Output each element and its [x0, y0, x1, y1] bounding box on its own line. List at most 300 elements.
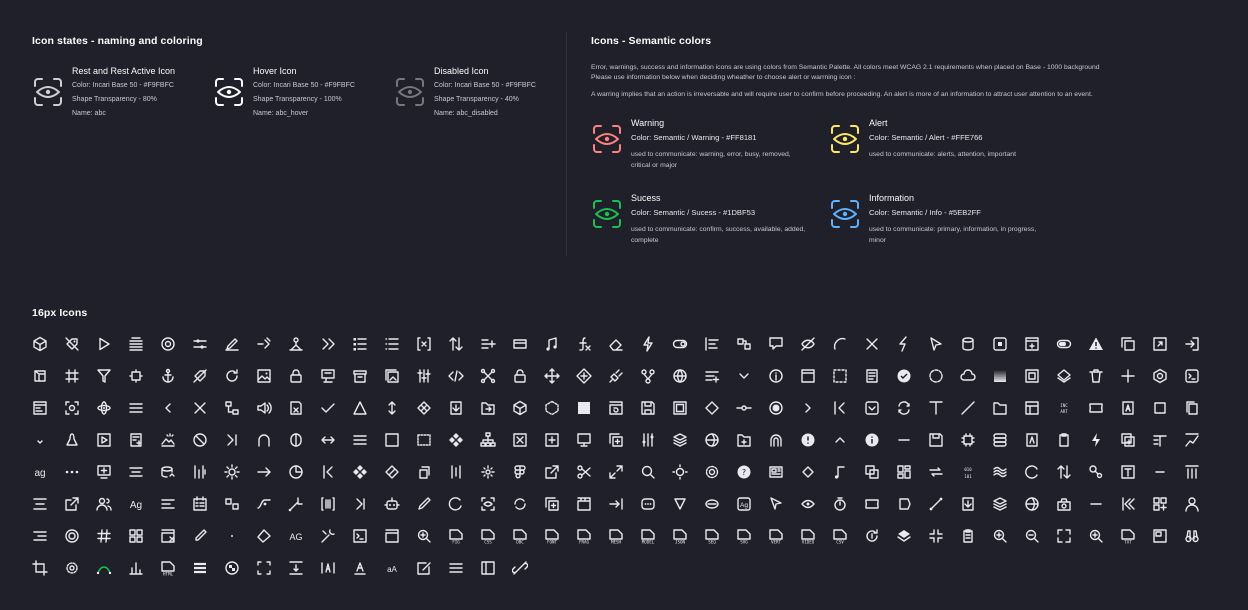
- chevron-line-icon: [348, 492, 372, 516]
- binoculars-icon: [1180, 524, 1204, 548]
- square-icon: [1148, 396, 1172, 420]
- info-filled-icon: [860, 428, 884, 452]
- semantic-color-label: Color: Semantic / Info - #5EB2FF: [869, 208, 981, 217]
- square-frame-icon: [380, 428, 404, 452]
- terminal-icon: [1180, 364, 1204, 388]
- inc-text-icon: [1052, 396, 1076, 420]
- clapper2-icon: [572, 492, 596, 516]
- diamond-four-icon: [444, 428, 468, 452]
- ellipse-icon: [700, 492, 724, 516]
- semantic-colors-title: Icons - Semantic colors: [591, 35, 712, 47]
- focus-icon: [60, 396, 84, 420]
- diamond-tilt-icon: [796, 460, 820, 484]
- monitor-plus-icon: [92, 460, 116, 484]
- svg-text:HTML: HTML: [162, 571, 174, 576]
- svg-text:010: 010: [964, 467, 972, 472]
- html-icon: [156, 556, 180, 580]
- frame-icon: [1020, 364, 1044, 388]
- doc-x-icon: [284, 396, 308, 420]
- svg-text:CSV: CSV: [836, 539, 844, 544]
- image-plus-icon: [1116, 428, 1140, 452]
- sun-small-icon: [476, 460, 500, 484]
- minus-small-icon: [1148, 460, 1172, 484]
- square-x-icon: [508, 428, 532, 452]
- image-icon: [252, 364, 276, 388]
- doc-a2-icon: [1020, 428, 1044, 452]
- panel-left-icon: [476, 556, 500, 580]
- chevron-right-icon: [796, 396, 820, 420]
- servers-icon: [988, 428, 1012, 452]
- doc-text-icon: [860, 364, 884, 388]
- chevron-up-icon: [828, 428, 852, 452]
- panel-icon: [508, 332, 532, 356]
- plug-icon: [604, 364, 628, 388]
- k-arrow-icon: [828, 396, 852, 420]
- chevron-down-icon: [732, 364, 756, 388]
- bars-thick-icon: [188, 556, 212, 580]
- flash-icon: [892, 332, 916, 356]
- svg-text:ART: ART: [1060, 409, 1068, 414]
- svg-text:MODEL: MODEL: [641, 539, 655, 544]
- semantic-color-label: Color: Semantic / Sucess - #1DBF53: [631, 208, 756, 217]
- cube-icon: [508, 396, 532, 420]
- focus-icon: [32, 76, 64, 108]
- ag-caps-icon: [284, 524, 308, 548]
- grid-plus-icon: [1148, 492, 1172, 516]
- lines-icon: [124, 396, 148, 420]
- icon-state-naming: Name: abc: [72, 110, 106, 117]
- cycle-icon: [892, 396, 916, 420]
- minus-icon: [892, 428, 916, 452]
- checker-icon: [220, 556, 244, 580]
- music-note-icon: [828, 460, 852, 484]
- play-icon: [92, 332, 116, 356]
- refresh-cw-icon: [508, 492, 532, 516]
- icon-state-color: Color: Incari Base 50 - #F9FBFC: [253, 82, 355, 89]
- icon-state-color: Color: Incari Base 50 - #F9FBFC: [434, 82, 536, 89]
- copy-doc-icon: [1180, 396, 1204, 420]
- chevron-left-icon: [156, 396, 180, 420]
- eye-box-icon: [476, 492, 500, 516]
- gallery-icon: [380, 364, 404, 388]
- cursor-icon: [764, 492, 788, 516]
- speaker-icon: [252, 396, 276, 420]
- svg-text:VERT: VERT: [770, 539, 782, 544]
- list-icon: [380, 332, 404, 356]
- image-link-icon: [1148, 332, 1172, 356]
- compress-icon: [924, 524, 948, 548]
- text-lines-icon: [1148, 428, 1172, 452]
- line-dots-icon: [924, 492, 948, 516]
- window-icon: [28, 396, 52, 420]
- hash2-icon: [92, 524, 116, 548]
- target2-icon: [60, 524, 84, 548]
- diamond-pen-icon: [380, 460, 404, 484]
- k-back-icon: [316, 460, 340, 484]
- tag-off-icon: [60, 332, 84, 356]
- clipboard-icon: [1052, 428, 1076, 452]
- capsule-icon: [284, 428, 308, 452]
- zoom-in2-icon: [1084, 524, 1108, 548]
- warning-filled-icon: [1084, 332, 1108, 356]
- hash-icon: [60, 364, 84, 388]
- svg-text:Ag: Ag: [129, 500, 143, 511]
- check-circle-icon: [892, 364, 916, 388]
- semantic-paragraph-2: Please use information below when deciding wheather to choose alert or warrning icon :: [591, 73, 856, 81]
- nodes2-icon: [220, 492, 244, 516]
- transform-icon: [124, 364, 148, 388]
- tag-tilt-icon: [252, 524, 276, 548]
- svg-text:JSON: JSON: [674, 539, 686, 544]
- lock-icon: [284, 364, 308, 388]
- org-chart-icon: [476, 428, 500, 452]
- white-square-icon: [572, 396, 596, 420]
- semantic-usage: used to communicate: warning, error, busy, removed, critical or major: [631, 151, 791, 169]
- nodes-cross-icon: [476, 364, 500, 388]
- terminal2-icon: [348, 524, 372, 548]
- svg-text:?: ?: [741, 468, 747, 477]
- clapper3-icon: [380, 524, 404, 548]
- external2-icon: [60, 492, 84, 516]
- align-left-icon: [700, 332, 724, 356]
- chat-dots-icon: [636, 492, 660, 516]
- dashed-box-icon: [412, 428, 436, 452]
- zoom-out-icon: [1020, 524, 1044, 548]
- box-3d-icon: [28, 364, 52, 388]
- diamond-grid-icon: [348, 460, 372, 484]
- user-icon: [1180, 492, 1204, 516]
- circle-arc-icon: [444, 492, 468, 516]
- text-cursor-icon: [316, 556, 340, 580]
- line-circle-icon: [732, 396, 756, 420]
- link-off-icon: [508, 556, 532, 580]
- shield-v-icon: [668, 492, 692, 516]
- tools-icon: [316, 524, 340, 548]
- icon-state-transparency: Shape Transparency - 100%: [253, 96, 342, 103]
- dots-icon: [60, 460, 84, 484]
- split-icon: [252, 332, 276, 356]
- semantic-paragraph-3: A warring implies that an action is irreversable and will require user to confirm before proceeding. An alert is more of an information to attract user attention to an event.: [591, 91, 1093, 98]
- square-plus-icon: [540, 428, 564, 452]
- ban-icon: [188, 428, 212, 452]
- chevrons-right-icon: [316, 332, 340, 356]
- focus-icon: [829, 123, 861, 155]
- doc-a-icon: [1116, 396, 1140, 420]
- semantic-usage: used to communicate: confirm, success, available, added, complete: [631, 226, 806, 244]
- focus-icon: [591, 123, 623, 155]
- layout-top-icon: [1020, 396, 1044, 420]
- svg-text:Ag: Ag: [740, 502, 748, 509]
- curve-dot-icon: [252, 492, 276, 516]
- frag-icon: [572, 524, 596, 548]
- svg-text:101: 101: [964, 474, 972, 479]
- lightning-icon: [1084, 428, 1108, 452]
- arch-icon: [252, 428, 276, 452]
- eye-icon: [796, 492, 820, 516]
- layers-icon: [668, 428, 692, 452]
- folder-plus-icon: [732, 428, 756, 452]
- fullscreen-icon: [1052, 524, 1076, 548]
- js-file-icon: [764, 332, 788, 356]
- ag-text2-icon: [124, 492, 148, 516]
- chart-pen-icon: [1180, 428, 1204, 452]
- sliders-icon: [188, 332, 212, 356]
- frame-corners-icon: [252, 556, 276, 580]
- svg-text:DBC: DBC: [516, 539, 524, 544]
- close-icon: [860, 332, 884, 356]
- copy-front-icon: [412, 460, 436, 484]
- toggle-icon: [668, 332, 692, 356]
- target-icon: [156, 332, 180, 356]
- edit-box-icon: [412, 556, 436, 580]
- bars-top-icon: [1180, 460, 1204, 484]
- rotate-icon: [860, 524, 884, 548]
- repeat-icon: [924, 460, 948, 484]
- json-icon: [668, 524, 692, 548]
- align-center-icon: [284, 556, 308, 580]
- close-icon: [188, 396, 212, 420]
- ripple-icon: [988, 460, 1012, 484]
- magnet-icon: [764, 428, 788, 452]
- semantic-paragraph-1: Error, warnings, success and information icons are using colors from Semantic Palette. All colors meet WCAG 2.1 requirements when placed on Base - 1000 background: [591, 64, 1100, 71]
- filter-icon: [92, 364, 116, 388]
- pointer-icon: [924, 332, 948, 356]
- ag-text-icon: [28, 460, 52, 484]
- layers-fill-icon: [892, 524, 916, 548]
- users-icon: [92, 492, 116, 516]
- diamond-icon: [700, 396, 724, 420]
- globe-rim-icon: [700, 428, 724, 452]
- anchor-icon: [156, 364, 180, 388]
- move-icon: [540, 364, 564, 388]
- focus-icon: [213, 76, 245, 108]
- database-icon: [956, 332, 980, 356]
- floppy-icon: [924, 428, 948, 452]
- crop-icon: [28, 556, 52, 580]
- semantic-usage: used to communicate: alerts, attention, important: [869, 151, 1016, 158]
- dashed-square-icon: [828, 364, 852, 388]
- semantic-name: Warning: [631, 118, 665, 128]
- globe-hex-icon: [1148, 364, 1172, 388]
- lines-left-icon: [156, 492, 180, 516]
- svg-text:SVG: SVG: [740, 539, 748, 544]
- align-text-icon: [124, 460, 148, 484]
- sort-icon: [444, 332, 468, 356]
- diagonal-icon: [956, 396, 980, 420]
- plus-icon: [1116, 364, 1140, 388]
- icon-states-title: Icon states - naming and coloring: [32, 35, 203, 47]
- clipboard2-icon: [956, 524, 980, 548]
- bars-split-icon: [188, 460, 212, 484]
- eye-off-icon: [796, 332, 820, 356]
- tag-a-icon: [892, 492, 916, 516]
- function-icon: [572, 332, 596, 356]
- circle-open-icon: [1020, 460, 1044, 484]
- download-icon: [444, 396, 468, 420]
- camera-icon: [1052, 492, 1076, 516]
- pie-icon: [284, 460, 308, 484]
- atom-icon: [92, 396, 116, 420]
- video-file-icon: [796, 524, 820, 548]
- frame-copy-icon: [860, 460, 884, 484]
- semantic-usage: used to communicate: primary, information, in progress, minor: [869, 226, 1037, 244]
- curve-green-icon: [92, 556, 116, 580]
- pipette-icon: [412, 492, 436, 516]
- svg-text:TXT: TXT: [1124, 539, 1132, 544]
- semantic-name: Alert: [869, 118, 888, 128]
- search-icon: [636, 460, 660, 484]
- nodes-search-icon: [1084, 460, 1108, 484]
- icon-state-name: Rest and Rest Active Icon: [72, 66, 176, 76]
- monitor-box-icon: [1148, 524, 1172, 548]
- bars-v-icon: [444, 460, 468, 484]
- bolt-icon: [636, 332, 660, 356]
- clapper-icon: [796, 364, 820, 388]
- icon-state-naming: Name: abc_hover: [253, 110, 309, 117]
- brackets-icon: [412, 332, 436, 356]
- semantic-color-label: Color: Semantic / Alert - #FFE766: [869, 133, 983, 142]
- alert-filled-icon: [796, 428, 820, 452]
- clapper-x-icon: [156, 524, 180, 548]
- mesh-icon: [604, 524, 628, 548]
- login-icon: [1180, 332, 1204, 356]
- timer-icon: [828, 492, 852, 516]
- icon-state-transparency: Shape Transparency - 40%: [434, 96, 519, 103]
- monitor-icon: [572, 428, 596, 452]
- font-icon: [540, 524, 564, 548]
- semantic-name: Sucess: [631, 193, 661, 203]
- diamond-x-icon: [412, 396, 436, 420]
- svg-text:FONT: FONT: [546, 539, 558, 544]
- icon-state-transparency: Shape Transparency - 80%: [72, 96, 157, 103]
- doc-plus-icon: [124, 428, 148, 452]
- triangle-icon: [348, 396, 372, 420]
- folder-icon: [988, 396, 1012, 420]
- robot-icon: [380, 492, 404, 516]
- csv-icon: [828, 524, 852, 548]
- external-icon: [540, 460, 564, 484]
- copy-plus-icon: [540, 492, 564, 516]
- semantic-color-label: Color: Semantic / Warning - #FF8181: [631, 133, 757, 142]
- diamond-stack-icon: [1052, 364, 1076, 388]
- align-bars-icon: [28, 492, 52, 516]
- cube-icon: [28, 332, 52, 356]
- svg-text:FRAG: FRAG: [578, 539, 590, 544]
- news-icon: [764, 460, 788, 484]
- list-add-icon: [700, 364, 724, 388]
- figma-icon: [508, 460, 532, 484]
- code-icon: [444, 364, 468, 388]
- list-bullets-icon: [348, 332, 372, 356]
- stack-icon: [124, 332, 148, 356]
- clapper-plus-icon: [1020, 332, 1044, 356]
- arrow-line-right-icon: [604, 492, 628, 516]
- dot-icon: [220, 524, 244, 548]
- semantic-name: Information: [869, 193, 915, 203]
- gear-box-icon: [60, 556, 84, 580]
- text-t-icon: [924, 396, 948, 420]
- check-icon: [316, 396, 340, 420]
- svg-text:ag: ag: [34, 468, 46, 479]
- sort-updown-icon: [1052, 460, 1076, 484]
- chip-icon: [956, 428, 980, 452]
- icons16-title: 16px Icons: [32, 307, 88, 319]
- archive-icon: [348, 364, 372, 388]
- text-sym-icon: [348, 556, 372, 580]
- clapper-undo-icon: [604, 396, 628, 420]
- expand-icon: [604, 460, 628, 484]
- css-icon: [476, 524, 500, 548]
- zoom-add-icon: [412, 524, 436, 548]
- add-copy-icon: [604, 428, 628, 452]
- network-icon: [284, 332, 308, 356]
- nodes-icon: [732, 332, 756, 356]
- bracket-bars-icon: [316, 492, 340, 516]
- square-dot-icon: [988, 332, 1012, 356]
- focus-icon: [829, 198, 861, 230]
- align-right-icon: [28, 524, 52, 548]
- tag-slash-icon: [188, 364, 212, 388]
- download-box-icon: [956, 492, 980, 516]
- share-icon: [636, 364, 660, 388]
- gear-icon: [700, 460, 724, 484]
- chevron-box-icon: [860, 396, 884, 420]
- frame-square-icon: [668, 396, 692, 420]
- toggle-on-icon: [1052, 332, 1076, 356]
- music-icon: [540, 332, 564, 356]
- zoom-in-icon: [988, 524, 1012, 548]
- folder-in-icon: [476, 396, 500, 420]
- k-double-icon: [1116, 492, 1140, 516]
- dashboard-icon: [892, 460, 916, 484]
- svg-text:SEQ: SEQ: [708, 539, 716, 544]
- svg-text:VIDEO: VIDEO: [801, 539, 815, 544]
- arrows-h-icon: [316, 428, 340, 452]
- step-icon: [220, 428, 244, 452]
- svg-icon: [732, 524, 756, 548]
- menu2-icon: [444, 556, 468, 580]
- conf-fig-icon: [444, 524, 468, 548]
- arrow-right-icon: [252, 460, 276, 484]
- focus-icon: [394, 76, 426, 108]
- svg-text:FIG: FIG: [452, 539, 460, 544]
- section-divider: [566, 32, 567, 256]
- icon-state-name: Hover Icon: [253, 66, 297, 76]
- dbc-icon: [508, 524, 532, 548]
- info-icon: [764, 364, 788, 388]
- chevron-small-icon: [28, 428, 52, 452]
- bars-chart-icon: [124, 556, 148, 580]
- icon-state-name: Disabled Icon: [434, 66, 489, 76]
- model-icon: [636, 524, 660, 548]
- cloud-icon: [956, 364, 980, 388]
- list-plus-icon: [476, 332, 500, 356]
- arc-icon: [828, 332, 852, 356]
- linux-icon: [60, 428, 84, 452]
- svg-text:AG: AG: [289, 532, 303, 542]
- cylinder-tag-icon: [156, 460, 180, 484]
- vert-icon: [764, 524, 788, 548]
- copy-icon: [1116, 332, 1140, 356]
- ticket-icon: [1084, 396, 1108, 420]
- scissors-icon: [572, 460, 596, 484]
- video-icon: [92, 428, 116, 452]
- trash-icon: [1084, 364, 1108, 388]
- pencil-icon: [220, 332, 244, 356]
- circle-dash-icon: [924, 364, 948, 388]
- landscape-icon: [156, 428, 180, 452]
- eraser-icon: [604, 332, 628, 356]
